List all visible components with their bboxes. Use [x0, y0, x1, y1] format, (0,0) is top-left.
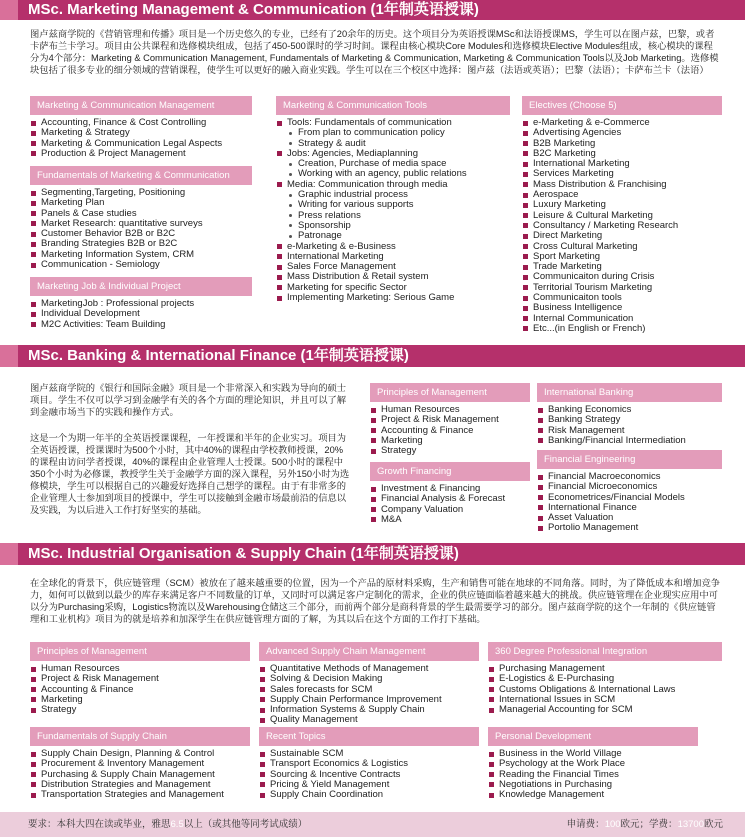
- box-title: Marketing Job & Individual Project: [30, 277, 252, 296]
- list-item: International Marketing: [276, 252, 510, 262]
- list-item: Human Resources: [370, 405, 530, 415]
- list-item: Sales Force Management: [276, 262, 510, 272]
- list-item: International Issues in SCM: [488, 695, 722, 705]
- list-item: Distribution Strategies and Management: [30, 780, 250, 790]
- list-item: Strategy: [30, 705, 250, 715]
- list-item: Marketing Plan: [30, 198, 252, 208]
- list-item: Accounting & Finance: [30, 685, 250, 695]
- box-supply-principles: [30, 642, 250, 715]
- box-fundamentals-marketing: [30, 166, 252, 270]
- list-item: Quantitative Methods of Management: [259, 664, 479, 674]
- list-item: M&A: [370, 515, 530, 525]
- item-list: [276, 118, 510, 303]
- req-prefix: 要求：本科大四在读或毕业，雅思: [28, 819, 171, 830]
- list-item: B2C Marketing: [522, 149, 722, 159]
- box-growth-financing: [370, 462, 530, 525]
- fee-suffix: 欧元: [703, 819, 723, 830]
- item-list: [537, 405, 722, 446]
- list-item: Transport Economics & Logistics: [259, 759, 479, 769]
- box-marketing-tools: [276, 96, 510, 303]
- list-item: Managerial Accounting for SCM: [488, 705, 722, 715]
- box-electives: [522, 96, 722, 334]
- list-item: Procurement & Inventory Management: [30, 759, 250, 769]
- list-item: Marketing: [370, 436, 530, 446]
- list-item: Direct Marketing: [522, 231, 722, 241]
- list-subitem: Graphic industrial process: [276, 190, 510, 200]
- list-item: Sourcing & Incentive Contracts: [259, 770, 479, 780]
- list-item: Information Systems & Supply Chain: [259, 705, 479, 715]
- list-item: Human Resources: [30, 664, 250, 674]
- list-item: e-Marketing & e-Business: [276, 242, 510, 252]
- box-title: Advanced Supply Chain Management: [259, 642, 479, 661]
- marketing-title: MSc. Marketing Management & Communication (1年制英语授课): [0, 0, 745, 20]
- item-list: [488, 749, 698, 800]
- box-personal-development: [488, 727, 698, 800]
- list-item: Sustainable SCM: [259, 749, 479, 759]
- application-fee: 100: [604, 819, 621, 830]
- list-item: Knowledge Management: [488, 790, 698, 800]
- item-list: [30, 188, 252, 270]
- list-item: Quality Management: [259, 715, 479, 725]
- list-item: Branding Strategies B2B or B2C: [30, 239, 252, 249]
- list-item: Accounting, Finance & Cost Controlling: [30, 118, 252, 128]
- box-title: Financial Engineering: [537, 450, 722, 469]
- supply-intro: [30, 577, 722, 629]
- list-item: Territorial Tourism Marketing: [522, 283, 722, 293]
- list-item: Leisure & Cultural Marketing: [522, 211, 722, 221]
- box-title: Marketing & Communication Tools: [276, 96, 510, 115]
- box-title: Recent Topics: [259, 727, 479, 746]
- box-financial-engineering: [537, 450, 722, 534]
- list-item: Segmenting,Targeting, Positioning: [30, 188, 252, 198]
- box-title: International Banking: [537, 383, 722, 402]
- list-item: Customer Behavior B2B or B2C: [30, 229, 252, 239]
- box-banking-principles: [370, 383, 530, 456]
- list-item: Financial Microeconomics: [537, 482, 722, 492]
- list-item: Communication - Semiology: [30, 260, 252, 270]
- list-item: Advertising Agencies: [522, 128, 722, 138]
- list-item: Company Valuation: [370, 505, 530, 515]
- list-item: Consultancy / Marketing Research: [522, 221, 722, 231]
- list-item: Financial Analysis & Forecast: [370, 494, 530, 504]
- list-item: M2C Activities: Team Building: [30, 320, 252, 330]
- list-item: Supply Chain Coordination: [259, 790, 479, 800]
- item-list: [259, 749, 479, 800]
- marketing-intro: [30, 28, 722, 80]
- list-item: Business Intelligence: [522, 303, 722, 313]
- list-item: Accounting & Finance: [370, 426, 530, 436]
- list-item: Implementing Marketing: Serious Game: [276, 293, 510, 303]
- list-item: Media: Communication through media: [276, 180, 510, 190]
- list-item: Individual Development: [30, 309, 252, 319]
- item-list: [370, 405, 530, 456]
- list-item: Solving & Decision Making: [259, 674, 479, 684]
- admission-requirement: [28, 812, 307, 837]
- list-item: Aerospace: [522, 190, 722, 200]
- list-item: Sales forecasts for SCM: [259, 685, 479, 695]
- list-item: Pricing & Yield Management: [259, 780, 479, 790]
- list-item: Asset Valuation: [537, 513, 722, 523]
- list-item: MarketingJob : Professional projects: [30, 299, 252, 309]
- list-item: Communicaiton tools: [522, 293, 722, 303]
- list-item: Etc...(in English or French): [522, 324, 722, 334]
- box-marketing-comm-management: [30, 96, 252, 159]
- supply-title: MSc. Industrial Organisation & Supply Chain (1年制英语授课): [0, 543, 745, 565]
- list-item: Production & Project Management: [30, 149, 252, 159]
- list-subitem: Working with an agency, public relations: [276, 169, 510, 179]
- list-item: Customs Obligations & International Laws: [488, 685, 722, 695]
- list-item: Sport Marketing: [522, 252, 722, 262]
- tuition-fee: 13700: [677, 819, 704, 830]
- item-list: [30, 749, 250, 800]
- fee-prefix: 申请费：: [566, 819, 605, 830]
- box-recent-topics: [259, 727, 479, 800]
- list-item: Marketing for specific Sector: [276, 283, 510, 293]
- item-list: [30, 299, 252, 330]
- list-item: Marketing Information System, CRM: [30, 250, 252, 260]
- list-item: Econometrices/Financial Models: [537, 493, 722, 503]
- box-title: Growth Financing: [370, 462, 530, 481]
- list-item: Purchasing Management: [488, 664, 722, 674]
- list-item: Supply Chain Performance Improvement: [259, 695, 479, 705]
- item-list: [259, 664, 479, 726]
- list-item: Business in the World Village: [488, 749, 698, 759]
- list-item: Jobs: Agencies, Mediaplanning: [276, 149, 510, 159]
- marketing-intro-text: 图卢兹商学院的《营销管理和传播》项目是一个历史悠久的专业，已经有了20余年的历史。这个项目分为英语授课MSc和法语授课MS，学生可以在图卢兹，巴黎，或者卡萨布兰卡学习。项目由公共课程和选修模块组成，包括了450-500课时的学习时间。课程由核心模块Core Modules和选修模块Elective Modules组成，核心模块的课程分为4个部分：Marketing & Communication Management, Fundamentals of Marketing & Communication, Marketing & Communication Tools以及Job Marketing。选修模块包括了很多专业的细分领域的营销课程，使学生可以更好的融入商业实践。学生可以在三个校区中选择：图卢兹（法语或英语）；巴黎（法语）；卡萨布兰卡（法语）: [30, 29, 719, 75]
- item-list: [30, 118, 252, 159]
- list-subitem: Sponsorship: [276, 221, 510, 231]
- list-item: Purchasing & Supply Chain Management: [30, 770, 250, 780]
- box-marketing-job: [30, 277, 252, 330]
- list-item: Project & Risk Management: [370, 415, 530, 425]
- list-item: Risk Management: [537, 426, 722, 436]
- list-item: Banking Economics: [537, 405, 722, 415]
- box-title: 360 Degree Professional Integration: [488, 642, 722, 661]
- item-list: [30, 664, 250, 715]
- list-item: Mass Distribution & Franchising: [522, 180, 722, 190]
- item-list: [488, 664, 722, 715]
- list-item: Trade Marketing: [522, 262, 722, 272]
- list-item: Investment & Financing: [370, 484, 530, 494]
- banking-intro: [30, 382, 352, 520]
- list-item: Supply Chain Design, Planning & Control: [30, 749, 250, 759]
- fee-mid: 欧元；学费：: [620, 819, 678, 830]
- list-item: e-Marketing & e-Commerce: [522, 118, 722, 128]
- list-subitem: Patronage: [276, 231, 510, 241]
- req-suffix: 以上（或其他等同考试成绩）: [183, 819, 308, 830]
- list-item: B2B Marketing: [522, 139, 722, 149]
- supply-intro-text: 在全球化的背景下，供应链管理（SCM）被放在了越来越重要的位置，因为一个产品的原材料采购，生产和销售可能在地球的不同角落。同时，为了降低成本和增加竞争力，如何可以做到以最少的库存来满足客户不同数量的订单，又同时可以满足客户定制化的需求，企业的供应链面临着越来越大的挑战。供应链管理在企业现实应用中可以分为Purchasing采购，Logistics物流以及Warehousing仓储这三个部分，而前两个部分是商科背景的学生最需要学习的部分。图卢兹商学院的这个一年制的《供应链管理和工业机构》项目为的就是培养和加深学生在供应链管理方面的了解，为其以后在这个方面的工作打下基础。: [30, 578, 721, 624]
- list-item: Internal Communication: [522, 314, 722, 324]
- box-title: Personal Development: [488, 727, 698, 746]
- list-item: Tools: Fundamentals of communication: [276, 118, 510, 128]
- list-subitem: From plan to communication policy: [276, 128, 510, 138]
- item-list: [370, 484, 530, 525]
- item-list: [537, 472, 722, 534]
- box-advanced-supply: [259, 642, 479, 726]
- list-item: Portolio Management: [537, 523, 722, 533]
- box-360-integration: [488, 642, 722, 715]
- list-subitem: Writing for various supports: [276, 200, 510, 210]
- list-subitem: Creation, Purchase of media space: [276, 159, 510, 169]
- footer-bar: [0, 812, 745, 837]
- list-item: Project & Risk Management: [30, 674, 250, 684]
- list-item: Marketing & Communication Legal Aspects: [30, 139, 252, 149]
- list-item: Communicaiton during Crisis: [522, 272, 722, 282]
- list-subitem: Press relations: [276, 211, 510, 221]
- fees: [567, 812, 723, 837]
- list-item: Transportation Strategies and Management: [30, 790, 250, 800]
- list-item: International Finance: [537, 503, 722, 513]
- item-list: [522, 118, 722, 334]
- list-item: Mass Distribution & Retail system: [276, 272, 510, 282]
- list-item: Financial Macroeconomics: [537, 472, 722, 482]
- list-item: Luxury Marketing: [522, 200, 722, 210]
- list-item: Negotiations in Purchasing: [488, 780, 698, 790]
- list-item: Cross Cultural Marketing: [522, 242, 722, 252]
- list-item: Banking/Financial Intermediation: [537, 436, 722, 446]
- list-item: Psychology at the Work Place: [488, 759, 698, 769]
- list-item: Marketing: [30, 695, 250, 705]
- list-item: Strategy: [370, 446, 530, 456]
- list-item: E-Logistics & E-Purchasing: [488, 674, 722, 684]
- banking-title: MSc. Banking & International Finance (1年制英语授课): [0, 345, 745, 367]
- box-title: Principles of Management: [30, 642, 250, 661]
- list-item: Reading the Financial Times: [488, 770, 698, 780]
- list-subitem: Strategy & audit: [276, 139, 510, 149]
- box-title: Principles of Management: [370, 383, 530, 402]
- box-international-banking: [537, 383, 722, 446]
- ielts-score: 6.5: [170, 819, 184, 830]
- banking-intro-text-2: 这是一个为期一年半的全英语授课课程，一年授课和半年的企业实习。项目为全英语授课，授课课时为500个小时，其中40%的课程由学校教师授课，20%的课程由访问学者授课，40%的课程由企业管理人士授课。500小时的课程中350个小时为必修课，教授学生关于金融学方面的深入课程，另外150小时为选修模块，学生可以根据自己的兴趣爱好选择自己想学的课程。由于有非常多的企业管理人士参加到项目的授课中，学生可以接触到金融市场最前沿的信息以及实践，为以后进入工作打好坚实的基础。: [30, 433, 350, 515]
- list-item: Marketing & Strategy: [30, 128, 252, 138]
- box-title: Marketing & Communication Management: [30, 96, 252, 115]
- list-item: Panels & Case studies: [30, 209, 252, 219]
- box-title: Electives (Choose 5): [522, 96, 722, 115]
- list-item: International Marketing: [522, 159, 722, 169]
- banking-intro-text-1: 图卢兹商学院的《银行和国际金融》项目是一个非常深入和实践为导向的硕士项目。学生不仅可以学习到金融学有关的各个方面的理论知识，并且可以了解到金融市场当下的实践和操作方式。: [30, 383, 347, 417]
- list-item: Banking Strategy: [537, 415, 722, 425]
- box-title: Fundamentals of Marketing & Communication: [30, 166, 252, 185]
- box-fundamentals-supply: [30, 727, 250, 800]
- list-item: Services Marketing: [522, 169, 722, 179]
- box-title: Fundamentals of Supply Chain: [30, 727, 250, 746]
- list-item: Market Research: quantitative surveys: [30, 219, 252, 229]
